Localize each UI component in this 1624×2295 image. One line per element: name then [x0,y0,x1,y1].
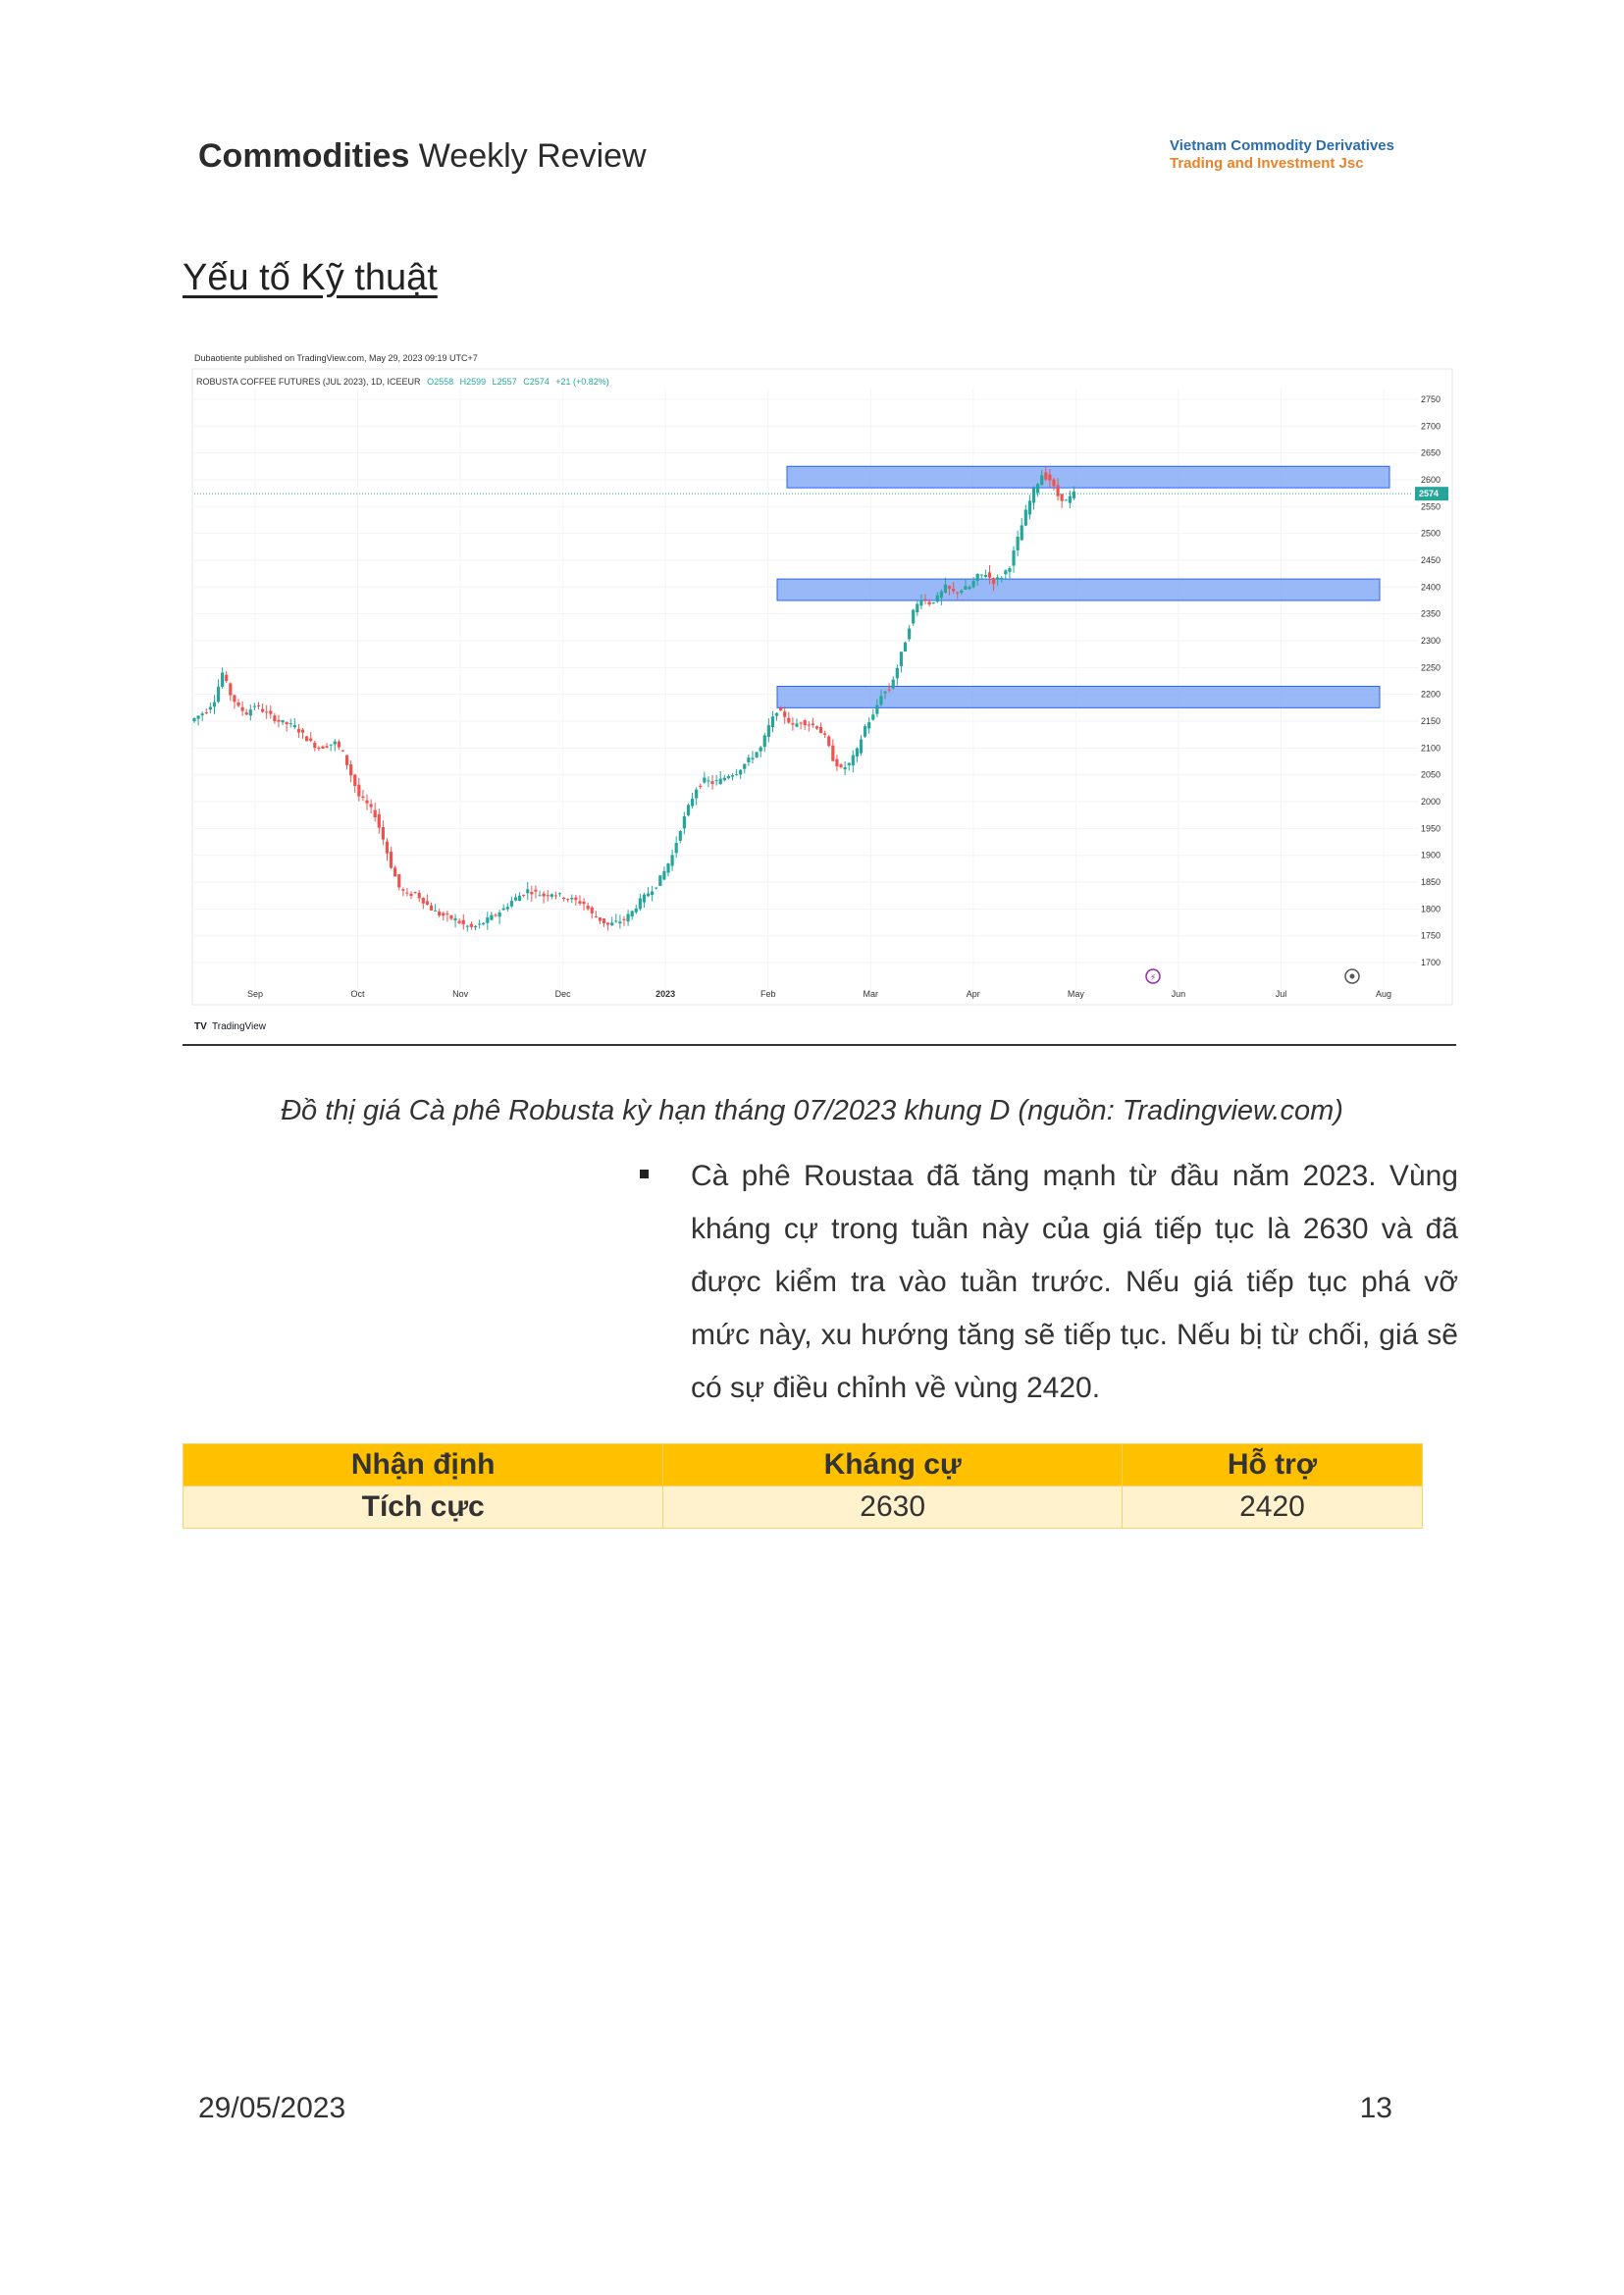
candle-body [771,716,774,727]
candle-body [543,894,546,897]
y-tick-label: 2350 [1421,608,1441,619]
x-tick-label: May [1067,989,1084,999]
candle-body [257,705,260,706]
candle-body [856,749,859,756]
y-tick-label: 2700 [1421,421,1441,432]
y-tick-label: 1750 [1421,930,1441,941]
chart-divider [183,1044,1456,1046]
candle-body [325,746,328,748]
candle-body [952,589,955,592]
candle-body [883,692,886,694]
candle-body [1017,537,1020,550]
candle-body [960,591,963,593]
candle-body [658,875,661,886]
candle-body [815,726,818,728]
svg-text:⚡: ⚡ [1150,973,1157,983]
x-tick-label: Nov [452,989,469,999]
candle-body [265,711,268,712]
candle-body [313,743,316,748]
candle-body [213,703,216,707]
candle-body [566,899,569,900]
candle-body [405,893,408,894]
candle-body [426,901,429,905]
candle-body [334,742,337,745]
candle-body [241,707,244,711]
candle-body [956,593,959,594]
candle-body [687,805,690,815]
candle-body [401,889,404,891]
candle-body [349,764,352,775]
candle-body [888,690,891,691]
candle-body [289,723,292,724]
candle-body [357,785,360,797]
candle-body [944,585,947,593]
y-tick-label: 2200 [1421,689,1441,700]
candle-body [245,712,248,714]
candle-body [1012,550,1015,566]
candle-body [361,797,364,798]
y-tick-label: 2250 [1421,662,1441,673]
candle-body [1044,472,1047,479]
candle-body [1073,492,1075,498]
candle-body [196,716,199,719]
candle-body [791,723,794,724]
candle-body [940,592,943,599]
footer-date: 29/05/2023 [198,2092,346,2124]
candle-body [365,801,368,804]
candle-body [731,775,734,776]
candle-body [253,706,256,707]
candle-body [233,695,236,702]
candle-body [277,720,280,722]
candle-body [968,587,970,589]
candle-body [494,914,497,915]
candle-body [819,727,822,733]
candle-body [614,920,617,921]
candle-body [936,596,939,601]
candle-body [852,756,855,765]
candle-body [875,705,878,714]
candle-body [449,915,452,919]
y-tick-label: 1950 [1421,823,1441,834]
cell-resistance: 2630 [663,1487,1123,1529]
candle-body [760,748,762,752]
assessment-table [183,1443,1423,1529]
candle-body [382,827,385,840]
last-price-label: 2574 [1419,489,1440,499]
x-tick-label: Apr [966,989,980,999]
candle-body [570,898,573,899]
candle-body [747,757,750,762]
candle-body [236,703,239,705]
candle-body [534,890,537,892]
candle-body [651,892,654,895]
candle-body [602,918,605,923]
chart-caption: Đồ thị giá Cà phê Robusta kỳ hạn tháng 07/2023 khung D (nguồn: Tradingview.com) [281,1095,1343,1126]
chart-symbol-line: ROBUSTA COFFEE FUTURES (JUL 2023), 1D, ICEEUR O2558 H2599 L2557 C2574 +21 (+0.82%) [196,377,609,387]
candle-body [1065,499,1068,500]
candle-body [1061,494,1064,500]
candle-body [550,894,553,897]
y-tick-label: 1850 [1421,877,1441,888]
candle-body [703,778,706,783]
candle-body [751,757,754,758]
candle-body [321,747,324,749]
candle-body [655,887,657,888]
candle-body [249,709,252,715]
company-logo: Vietnam Commodity Derivatives Trading and Investment Jsc [1170,137,1394,172]
candle-body [269,710,272,713]
header-resistance: Kháng cự [663,1444,1123,1487]
y-tick-label: 1800 [1421,904,1441,914]
y-tick-label: 2400 [1421,582,1441,593]
candle-body [812,723,814,725]
candle-body [201,713,204,715]
candle-body [317,748,320,749]
candle-body [490,915,493,920]
candle-body [675,843,678,853]
header-support: Hỗ trợ [1122,1444,1422,1487]
candle-body [462,920,465,924]
candle-body [1032,488,1035,502]
candle-body [1052,480,1055,487]
y-tick-label: 2750 [1421,393,1441,404]
y-tick-label: 1700 [1421,958,1441,968]
candle-body [522,895,525,896]
candle-body [374,810,377,817]
candle-body [370,805,373,808]
candle-body [892,680,895,689]
candle-body [900,652,903,666]
candle-body [743,764,746,769]
candle-body [498,913,500,916]
candle-body [1024,509,1027,525]
x-tick-label: Aug [1375,989,1392,999]
candle-body [353,775,356,787]
candle-body [795,724,798,727]
candle-body [710,781,713,784]
candle-body [599,917,602,920]
candle-body [209,706,212,709]
y-tick-label: 1900 [1421,850,1441,861]
x-tick-label: Oct [350,989,365,999]
candle-body [430,906,433,911]
candle-body [908,629,911,640]
candle-body [707,780,709,781]
candle-body [972,581,975,587]
candle-body [808,724,811,725]
candle-body [393,867,396,876]
x-tick-label: Feb [760,989,776,999]
candle-body [635,909,638,913]
y-tick-label: 2150 [1421,716,1441,727]
candle-body [530,892,533,894]
y-tick-label: 2100 [1421,743,1441,754]
candle-body [582,902,585,904]
candle-body [984,575,987,577]
candle-body [341,751,344,752]
analysis-text: Cà phê Roustaa đã tăng mạnh từ đầu năm 2023. Vùng kháng cự trong tuần này của giá tiếp tục là 2630 và đã được kiểm tra vào tuần trước. Nếu giá tiếp tục phá vỡ mức này, xu hướng tăng sẽ tiếp tục. Nếu bị từ chối, giá sẽ có sự điều chỉnh về vùng 2420. [691,1160,1458,1404]
candle-body [948,586,951,589]
candle-body [787,718,790,723]
candle-body [779,707,782,710]
candle-body [610,922,613,925]
candle-body [217,687,220,702]
x-tick-label: Sep [246,989,264,999]
candle-body [618,921,621,923]
candle-body [783,711,786,717]
candle-body [1004,570,1007,574]
candle-body [763,735,766,747]
candle-body [739,770,742,775]
candle-body [466,926,469,927]
candle-body [390,852,393,867]
candle-body [422,898,425,904]
candle-body [919,600,922,606]
candle-body [912,610,915,624]
candle-body [526,889,529,893]
chart-publisher-line: Dubaotiente published on TradingView.com, May 29, 2023 09:19 UTC+7 [194,353,478,363]
candle-body [574,898,577,901]
x-tick-label: Mar [863,989,879,999]
candle-body [578,901,581,904]
candle-body [470,924,473,927]
candle-body [1000,578,1003,579]
analysis-bullet [640,1150,1458,1415]
candle-body [871,714,874,719]
candle-body [225,675,228,681]
x-tick-label: Jun [1171,989,1186,999]
candle-body [1056,485,1059,496]
candle-body [474,926,477,927]
y-tick-label: 2000 [1421,797,1441,808]
candle-body [823,733,826,735]
candle-body [1036,484,1039,493]
candle-body [927,601,930,604]
candle-body [205,712,208,713]
candle-body [558,893,561,894]
table-header-row [183,1444,1423,1487]
price-chart [183,345,1458,1032]
candle-body [514,898,517,901]
candle-body [719,779,722,784]
candle-body [386,842,389,854]
candle-body [848,763,851,765]
svg-text:TV: TV [194,1021,207,1032]
candle-body [345,756,348,765]
svg-text:TradingView: TradingView [212,1021,267,1032]
candle-body [434,911,437,912]
candle-body [647,894,650,897]
candle-body [879,696,882,704]
candle-body [486,917,489,923]
y-tick-label: 2300 [1421,635,1441,646]
x-tick-label: Jul [1275,989,1287,999]
candle-body [397,874,400,887]
candle-body [622,919,625,920]
square-bullet-icon [640,1170,649,1178]
candle-body [478,923,481,924]
candle-body [1069,496,1072,503]
candle-body [695,790,698,799]
candle-body [727,776,730,778]
candle-body [309,739,312,741]
candle-body [221,673,224,687]
candle-body [229,683,232,695]
candle-body [735,774,738,775]
candle-body [606,922,609,924]
candle-body [595,916,598,917]
support-zone [777,686,1380,707]
candle-body [378,814,381,828]
candle-body [804,720,807,725]
candle-body [844,767,847,769]
table-row [183,1487,1423,1529]
candle-body [1040,475,1043,485]
candle-body [916,603,918,612]
candle-body [458,921,461,923]
candle-body [799,722,802,723]
candle-body [438,912,441,915]
candle-body [1048,475,1051,481]
resistance-zone [787,466,1389,488]
candle-body [192,718,195,721]
candle-body [293,725,296,727]
cell-assessment: Tích cực [183,1487,663,1529]
candle-body [767,725,770,737]
candle-body [896,668,899,679]
y-tick-label: 2450 [1421,554,1441,565]
candle-body [671,855,674,865]
candle-body [626,914,629,922]
candle-body [409,894,412,896]
candle-body [904,643,907,652]
candle-body [864,726,866,737]
y-tick-label: 2500 [1421,528,1441,539]
tradingview-logo [194,1021,267,1032]
candle-body [639,899,642,910]
section-title: Yếu tố Kỹ thuật [183,257,438,298]
candle-body [980,574,983,575]
candle-body [683,816,686,828]
candle-body [679,831,682,841]
candle-body [867,722,870,728]
candle-body [286,722,288,724]
candle-body [662,871,665,880]
candle-body [699,786,702,787]
candle-body [587,906,590,909]
candle-body [691,799,694,807]
candle-body [1021,525,1023,540]
candle-body [506,907,509,909]
candle-body [445,913,448,914]
candle-body [554,895,557,896]
candle-body [281,720,284,722]
candle-body [976,574,979,581]
header-assessment: Nhận định [183,1444,663,1487]
candle-body [547,895,550,896]
candle-body [643,895,646,903]
candle-body [338,742,341,748]
candle-body [330,745,333,746]
candle-body [538,895,541,896]
page-number: 13 [1359,2092,1392,2124]
candle-body [932,602,935,603]
candle-body [827,737,830,747]
candle-body [1028,500,1031,514]
candle-body [482,923,485,924]
candle-body [996,577,999,579]
candle-body [1008,568,1011,572]
candle-body [591,908,594,913]
candle-body [510,901,513,907]
candle-body [755,753,758,757]
report-title: Commodities Weekly Review [198,137,647,175]
candle-body [988,572,991,577]
candle-body [631,911,634,916]
candle-body [666,863,669,872]
x-tick-label: 2023 [655,989,676,999]
candle-body [273,715,276,721]
candle-body [261,709,264,712]
cell-support: 2420 [1122,1487,1422,1529]
y-tick-label: 2550 [1421,501,1441,512]
candle-body [301,730,304,733]
candle-body [305,736,308,741]
candle-body [414,892,417,893]
candle-body [775,713,778,716]
x-tick-label: Dec [554,989,571,999]
candle-body [502,909,505,911]
candle-body [831,746,834,761]
y-tick-label: 2600 [1421,474,1441,485]
candle-body [562,898,565,899]
candle-body [839,764,842,767]
candle-body [723,778,726,781]
candle-body [860,740,863,754]
y-tick-label: 2650 [1421,447,1441,458]
candle-body [715,780,718,781]
candle-body [297,729,300,732]
mid-zone [777,579,1380,600]
candle-body [518,896,521,901]
candle-body [964,586,967,590]
candle-body [453,918,456,920]
candle-body [442,913,445,916]
candle-body [418,893,421,898]
candle-body [992,578,995,584]
y-tick-label: 2050 [1421,769,1441,780]
candle-body [835,759,838,766]
